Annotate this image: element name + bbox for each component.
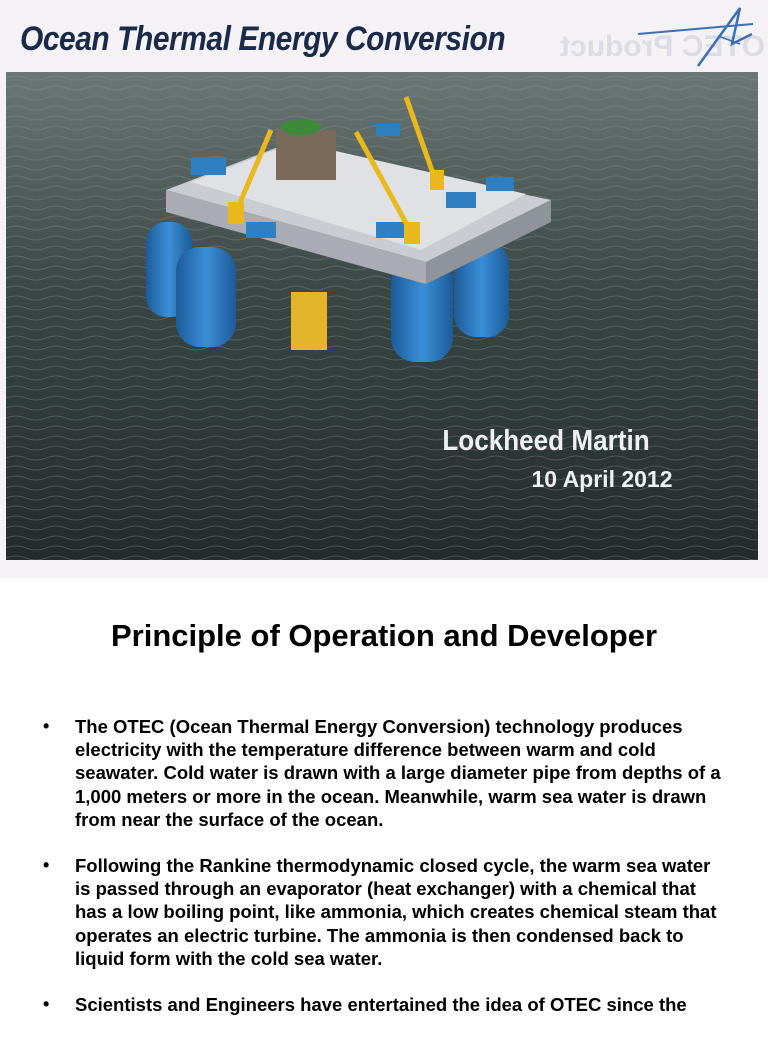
- bullet-text: Scientists and Engineers have entertained the idea of OTEC since the: [75, 994, 687, 1016]
- bullet-icon: •: [43, 716, 50, 736]
- list-item: [0, 854, 768, 970]
- section-heading: Principle of Operation and Developer: [110, 618, 658, 653]
- slide-title: Ocean Thermal Energy Conversion: [20, 20, 506, 58]
- otec-platform-photo: [6, 72, 758, 560]
- bullet-icon: •: [43, 994, 50, 1015]
- list-item: [0, 715, 768, 831]
- bullet-icon: •: [43, 855, 50, 876]
- list-item: [0, 993, 768, 1016]
- bullet-text: Following the Rankine thermodynamic closed cycle, the warm sea water is passed through an evaporator (heat exchanger) with a chemical that has a low boiling point, like ammonia, which creates chemical steam that operates an electric turbine. The ammonia is then condensed back to liquid form with the cold sea water.: [75, 855, 717, 969]
- credit-date: 10 April 2012: [531, 466, 673, 492]
- credit-organization: Lockheed Martin: [442, 423, 650, 457]
- ghost-bleed-text: OTEC Product: [560, 30, 766, 63]
- bullet-text: The OTEC (Ocean Thermal Energy Conversion) technology produces electricity with the temperature difference between warm and cold seawater. Cold water is drawn with a large diameter pipe from depths of a 1,000 meters or more in the ocean. Meanwhile, warm sea water is drawn from near the surface of the ocean.: [75, 716, 721, 830]
- lockheed-star-logo-icon: [628, 4, 758, 70]
- bullet-list: [0, 715, 768, 1039]
